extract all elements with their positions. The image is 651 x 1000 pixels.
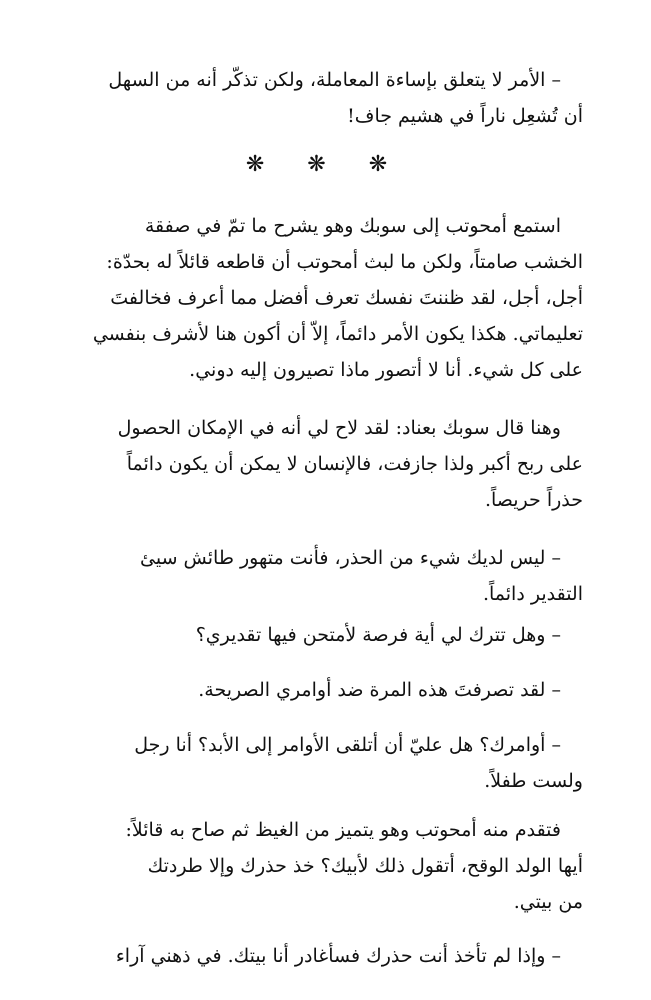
text-line: التقدير دائماً. (482, 583, 583, 605)
paragraph-2 (59, 208, 583, 388)
text-line: أيها الولد الوقح، أتقول ذلك لأبيك؟ خذ حذرك وإلا طردتك (147, 855, 583, 877)
paragraph-1 (59, 62, 583, 134)
text-line: أن تُشعِل ناراً في هشيم جاف! (347, 105, 583, 127)
text-line: – ليس لديك شيء من الحذر، فأنت متهور طائش سيئ (140, 547, 561, 569)
text-line: على ربح أكبر ولذا جازفت، فالإنسان لا يمكن أن يكون دائماً (126, 453, 583, 475)
text-line: من بيتي. (513, 891, 583, 913)
text-line: – الأمر لا يتعلق بإساءة المعاملة، ولكن تذكّر أنه من السهل (108, 69, 561, 91)
text-line: وهنا قال سوبك بعناد: لقد لاح لي أنه في الإمكان الحصول (117, 417, 561, 439)
text-line: حذراً حريصاً. (484, 489, 583, 511)
text-line: – وإذا لم تأخذ أنت حذرك فسأغادر أنا بيتك. في ذهني آراء (115, 945, 561, 967)
text-line: أجل، أجل، لقد ظننتَ نفسك تعرف أفضل مما أعرف فخالفتَ (110, 287, 583, 309)
text-line: تعليماتي. هكذا يكون الأمر دائماً، إلاّ أن أكون هنا لأشرف بنفسي (92, 323, 583, 345)
text-line: – أوامرك؟ هل عليّ أن أتلقى الأوامر إلى الأبد؟ أنا رجل (134, 734, 561, 756)
paragraph-5 (59, 617, 583, 653)
paragraph-3 (59, 410, 583, 518)
section-divider-asterisks: ❋ ❋ ❋ (245, 152, 406, 177)
text-line: فتقدم منه أمحوتب وهو يتميز من الغيظ ثم صاح به قائلاً: (125, 819, 561, 841)
text-line: استمع أمحوتب إلى سوبك وهو يشرح ما تمّ في صفقة (144, 215, 561, 237)
text-line: الخشب صامتاً، ولكن ما لبث أمحوتب أن قاطعه قائلاً له بحدّة: (106, 251, 583, 273)
paragraph-9 (59, 938, 583, 974)
paragraph-4 (59, 540, 583, 612)
paragraph-7 (59, 727, 583, 799)
paragraph-8 (59, 812, 583, 920)
text-line: على كل شيء. أنا لا أتصور ماذا تصيرون إليه دوني. (189, 359, 583, 381)
text-line: ولست طفلاً. (484, 770, 583, 792)
text-line: – لقد تصرفتَ هذه المرة ضد أوامري الصريحة. (198, 679, 561, 701)
text-line: – وهل تترك لي أية فرصة لأمتحن فيها تقديري؟ (195, 624, 561, 646)
paragraph-6 (59, 672, 583, 708)
